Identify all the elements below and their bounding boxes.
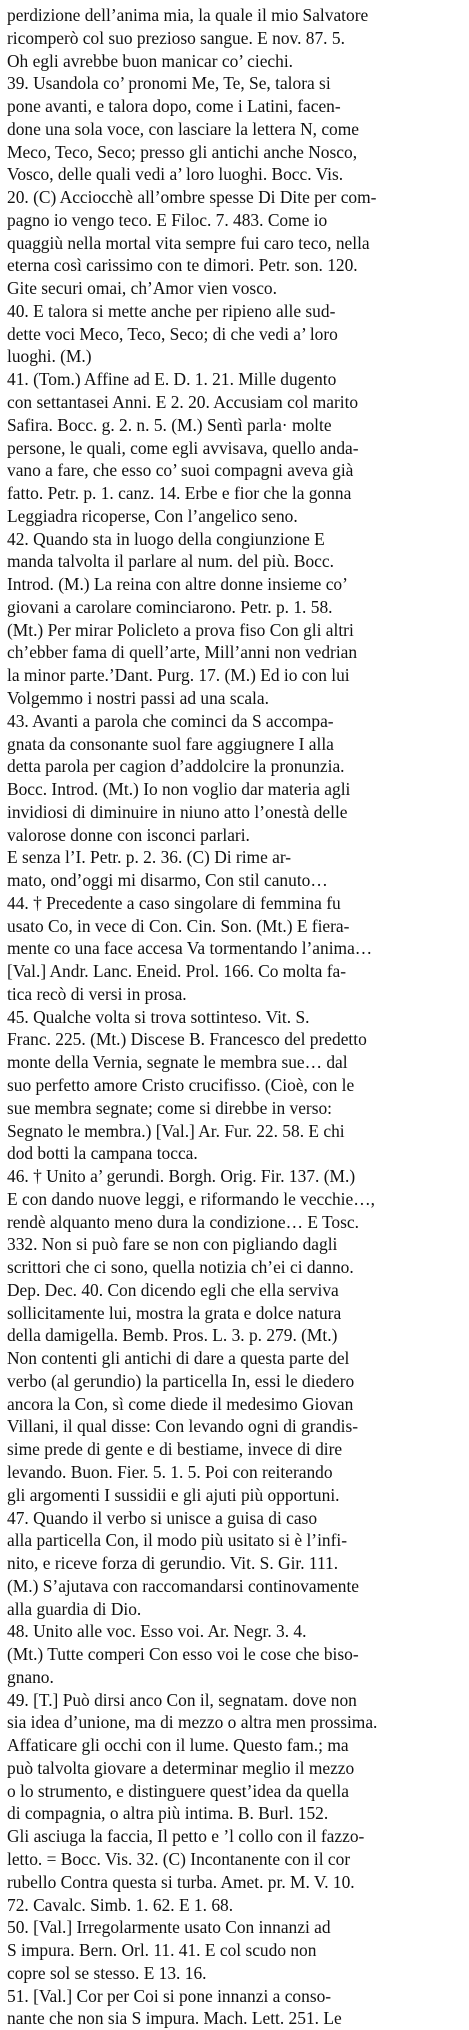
text-line: o lo strumento, e distinguere quest’idea da quella	[7, 1780, 349, 1801]
text-line: Introd. (M.) La reina con altre donne insieme co’	[7, 574, 348, 595]
text-line: gnata da consonante suol fare aggiugnere I alla	[7, 733, 334, 754]
text-line: E con dando nuove leggi, e riformando le vecchie…,	[7, 1188, 375, 1209]
text-line: levando. Buon. Fier. 5. 1. 5. Poi con reiterando	[7, 1462, 333, 1482]
text-line: Gite securi omai, ch’Amor vien vosco.	[7, 278, 277, 299]
text-line: 50. [Val.] Irregolarmente usato Con innanzi ad	[7, 1917, 331, 1938]
text-line: Segnato le membra.) [Val.] Ar. Fur. 22. 58. E chi	[7, 1120, 345, 1141]
text-line: Gli asciuga la faccia, Il petto e ’l collo con il fazzo-	[7, 1826, 365, 1847]
text-line: suo perfetto amore Cristo crucifisso. (Cioè, con le	[7, 1074, 355, 1095]
text-line: persone, le quali, come egli avvisava, quello anda-	[7, 437, 359, 458]
text-line: sollicitamente lui, mostra la grata e dolce natura	[7, 1302, 342, 1323]
text-line: Franc. 225. (Mt.) Discese B. Francesco del predetto	[7, 1029, 367, 1050]
text-line: Safira. Bocc. g. 2. n. 5. (M.) Sentì parla· molte	[7, 414, 332, 435]
text-line: 49. [T.] Può dirsi anco Con il, segnatam. dove non	[7, 1689, 357, 1710]
text-line: Non contenti gli antichi di dare a questa parte del	[7, 1348, 350, 1369]
text-line: 332. Non si può fare se non con pigliando dagli	[7, 1234, 338, 1255]
text-line: ancora la Con, sì come diede il medesimo Giovan	[7, 1393, 354, 1414]
text-line: E senza l’I. Petr. p. 2. 36. (C) Di rime ar-	[7, 847, 292, 868]
text-line: nante che non sia S impura. Mach. Lett. 251. Le	[7, 2008, 342, 2029]
text-line: (M.) S’ajutava con raccomandarsi continovamente	[7, 1575, 360, 1596]
text-line: 42. Quando sta in luogo della congiunzione E	[7, 528, 325, 549]
text-line: giovani a carolare cominciarono. Petr. p. 1. 58.	[7, 596, 333, 617]
text-line: copre sol se stesso. E 13. 16.	[7, 1962, 207, 1983]
text-line: Oh egli avrebbe buon manicar co’ ciechi.	[7, 50, 294, 71]
text-line: Affaticare gli occhi con il lume. Questo fam.; ma	[7, 1735, 349, 1756]
text-line: quaggiù nella mortal vita sempre fui caro teco, nella	[7, 232, 370, 253]
text-line: ch’ebber fama di quell’arte, Mill’anni non vedrian	[7, 642, 358, 663]
text-line: 41. (Tom.) Affine ad E. D. 1. 21. Mille dugento	[7, 369, 337, 390]
text-line: eterna così carissimo con te dimori. Petr. son. 120.	[7, 255, 358, 276]
text-line: sue membra segnate; come si direbbe in verso:	[7, 1097, 333, 1118]
text-line: luoghi. (M.)	[7, 346, 92, 367]
text-line: Dep. Dec. 40. Con dicendo egli che ella serviva	[7, 1279, 339, 1300]
text-line: Bocc. Introd. (Mt.) Io non voglio dar materia agli	[7, 779, 351, 800]
text-line: 72. Cavalc. Simb. 1. 62. E 1. 68.	[7, 1894, 234, 1915]
text-line: letto. = Bocc. Vis. 32. (C) Incontanente con il cor	[7, 1849, 351, 1870]
text-line: pone avanti, e talora dopo, come i Latini, facen-	[7, 96, 341, 117]
text-line: 47. Quando il verbo si unisce a guisa di caso	[7, 1507, 318, 1528]
text-line: ricomperò col suo prezioso sangue. E nov. 87. 5.	[7, 27, 345, 48]
text-line: può talvolta giovare a determinar meglio il mezzo	[7, 1757, 355, 1778]
text-line: 43. Avanti a parola che cominci da S accompa-	[7, 710, 334, 731]
text-line: valorose donne con isconci parlari.	[7, 824, 250, 845]
text-line: 46. † Unito a’ gerundi. Borgh. Orig. Fir. 137. (M.)	[7, 1166, 356, 1187]
text-line: usato Co, in vece di Con. Cin. Son. (Mt.) E fiera-	[7, 915, 350, 936]
text-line: vano a fare, che esso co’ suoi compagni aveva già	[7, 460, 354, 481]
text-line: alla particella Con, il modo più usitato si è l’infi-	[7, 1530, 348, 1551]
text-line: dod botti la campana tocca.	[7, 1143, 198, 1164]
text-line: Volgemmo i nostri passi ad una scala.	[7, 687, 269, 708]
text-line: 39. Usandola co’ pronomi Me, Te, Se, talora si	[7, 73, 331, 94]
text-line: alla guardia di Dio.	[7, 1598, 142, 1619]
text-line: 40. E talora si mette anche per ripieno alle sud-	[7, 300, 336, 321]
text-line: rendè alquanto meno dura la condizione… E Tosc.	[7, 1211, 359, 1232]
text-line: [Val.] Andr. Lanc. Eneid. Prol. 166. Co molta fa-	[7, 961, 347, 982]
text-line: sia idea d’unione, ma di mezzo o altra men prossima.	[7, 1712, 378, 1733]
text-line: scrittori che ci sono, quella notizia ch’ei ci danno.	[7, 1257, 354, 1278]
text-line: invidiosi di diminuire in niuno atto l’onestà delle	[7, 801, 348, 822]
text-line: (Mt.) Per mirar Policleto a prova fiso Con gli altri	[7, 619, 354, 640]
text-line: di compagnia, o altra più intima. B. Burl. 152.	[7, 1803, 329, 1824]
text-line: gnano.	[7, 1666, 54, 1687]
text-line: verbo (al gerundio) la particella In, essi le diedero	[7, 1370, 355, 1391]
text-line: sime prede di gente e di bestiame, invece di dire	[7, 1439, 343, 1460]
text-line: 20. (C) Acciocchè all’ombre spesse Di Dite per com-	[7, 187, 377, 208]
text-line: (Mt.) Tutte comperi Con esso voi le cose che biso-	[7, 1644, 359, 1665]
text-line: done una sola voce, con lasciare la lettera N, come	[7, 118, 359, 139]
text-line: 48. Unito alle voc. Esso voi. Ar. Negr. 3. 4.	[7, 1621, 307, 1642]
text-line: tica recò di versi in prosa.	[7, 983, 187, 1004]
text-line: mato, ond’oggi mi disarmo, Con stil canuto…	[7, 870, 328, 891]
text-line: S impura. Bern. Orl. 11. 41. E col scudo non	[7, 1940, 317, 1961]
text-line: 44. † Precedente a caso singolare di femmina fu	[7, 892, 341, 913]
text-line: Meco, Teco, Seco; presso gli antichi anche Nosco,	[7, 141, 358, 162]
text-line: Vosco, delle quali vedi a’ loro luoghi. Bocc. Vis.	[7, 164, 344, 185]
text-line: perdizione dell’anima mia, la quale il mio Salvatore	[7, 5, 369, 25]
text-line: gli argomenti I sussidii e gli ajuti più opportuni.	[7, 1484, 340, 1505]
text-line: Villani, il qual disse: Con levando ogni di grandis-	[7, 1416, 359, 1437]
text-line: manda talvolta il parlare al num. del più. Bocc.	[7, 551, 334, 572]
text-line: della damigella. Bemb. Pros. L. 3. p. 279. (Mt.)	[7, 1325, 338, 1346]
text-line: 51. [Val.] Cor per Coi si pone innanzi a conso-	[7, 1985, 332, 2006]
text-line: la minor parte.’Dant. Purg. 17. (M.) Ed io con lui	[7, 665, 350, 686]
text-line: detta parola per cagion d’addolcire la pronunzia.	[7, 756, 345, 777]
text-line: con settantasei Anni. E 2. 20. Accusiam col marito	[7, 392, 359, 413]
text-line: dette voci Meco, Teco, Seco; di che vedi a’ loro	[7, 323, 338, 344]
text-line: Leggiadra ricoperse, Con l’angelico seno.	[7, 505, 298, 526]
text-line: monte della Vernia, segnate le membra sue… dal	[7, 1052, 348, 1073]
text-line: rubello Contra questa si turba. Amet. pr. M. V. 10.	[7, 1871, 355, 1892]
text-line: pagno io vengo teco. E Filoc. 7. 483. Come io	[7, 209, 328, 230]
text-line: fatto. Petr. p. 1. canz. 14. Erbe e fior che la gonna	[7, 483, 352, 504]
text-line: mente co una face accesa Va tormentando l’anima…	[7, 938, 373, 959]
text-line: nito, e riceve forza di gerundio. Vit. S. Gir. 111.	[7, 1553, 339, 1574]
text-line: 45. Qualche volta si trova sottinteso. Vit. S.	[7, 1006, 310, 1027]
